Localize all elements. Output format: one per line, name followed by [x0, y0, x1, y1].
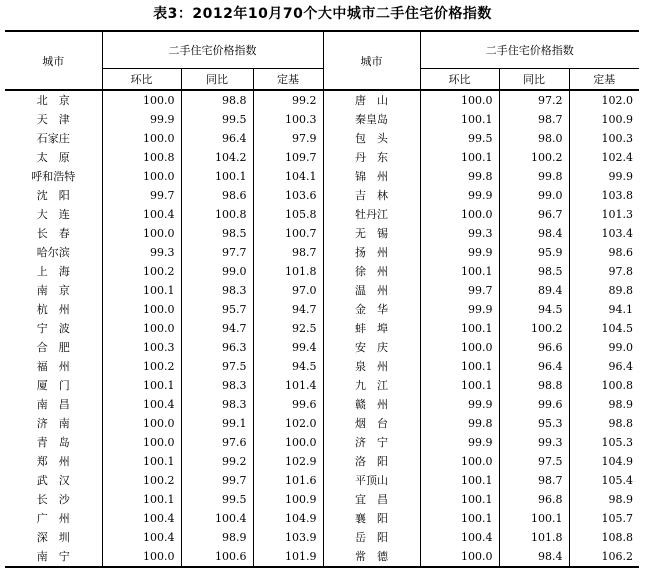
base-value-right: 96.4 — [569, 357, 639, 376]
mom-value-left: 100.4 — [102, 395, 181, 414]
city-name-right: 无 锡 — [323, 224, 420, 243]
mom-value-left: 100.0 — [102, 129, 181, 148]
city-name-left: 沈 阳 — [36, 189, 70, 202]
city-name-right: 扬 州 — [323, 243, 420, 262]
mom-value-right: 100.1 — [420, 490, 499, 509]
city-name-right: 九 江 — [323, 376, 420, 395]
mom-value-right: 99.3 — [420, 224, 499, 243]
base-value-right: 98.9 — [569, 490, 639, 509]
table-row — [5, 110, 639, 129]
base-value-right: 105.7 — [569, 509, 639, 528]
table-row — [5, 300, 639, 319]
city-name-right: 包 头 — [323, 129, 420, 148]
mom-value-right: 100.0 — [420, 90, 499, 110]
city-header-left: 城市 — [5, 31, 102, 90]
mom-value-right: 100.1 — [420, 509, 499, 528]
mom-header-left: 环比 — [102, 69, 181, 91]
mom-value-right: 100.1 — [420, 319, 499, 338]
yoy-value-right: 100.2 — [499, 148, 569, 167]
city-name-left: 青 岛 — [36, 436, 70, 449]
city-name-left: 南 昌 — [36, 398, 70, 411]
city-name-left: 长 春 — [36, 227, 70, 240]
yoy-value-left: 100.8 — [181, 205, 253, 224]
mom-value-left: 100.0 — [102, 319, 181, 338]
base-value-left: 101.6 — [253, 471, 323, 490]
city-name-left: 大 连 — [36, 208, 70, 221]
table-row — [5, 547, 639, 567]
yoy-value-right: 99.8 — [499, 167, 569, 186]
base-value-left: 109.7 — [253, 148, 323, 167]
yoy-value-left: 100.1 — [181, 167, 253, 186]
city-name-right: 赣 州 — [323, 395, 420, 414]
mom-value-right: 100.1 — [420, 262, 499, 281]
yoy-value-right: 96.4 — [499, 357, 569, 376]
city-name-left: 上 海 — [36, 265, 70, 278]
yoy-value-right: 94.5 — [499, 300, 569, 319]
mom-value-right: 99.9 — [420, 395, 499, 414]
base-value-right: 99.9 — [569, 167, 639, 186]
base-value-right: 97.8 — [569, 262, 639, 281]
city-name-right: 徐 州 — [323, 262, 420, 281]
table-row — [5, 414, 639, 433]
base-value-right: 103.4 — [569, 224, 639, 243]
base-value-left: 100.3 — [253, 110, 323, 129]
city-name-right: 安 庆 — [323, 338, 420, 357]
city-name-left: 福 州 — [36, 360, 70, 373]
yoy-value-right: 96.8 — [499, 490, 569, 509]
mom-value-left: 100.1 — [102, 452, 181, 471]
table-row — [5, 205, 639, 224]
city-name-right: 秦皇岛 — [323, 110, 420, 129]
city-name-left: 南 宁 — [5, 547, 102, 567]
mom-value-right: 100.1 — [420, 148, 499, 167]
base-value-left: 104.1 — [253, 167, 323, 186]
city-name-right: 济 宁 — [323, 433, 420, 452]
yoy-value-right: 97.2 — [499, 90, 569, 110]
yoy-value-right: 98.7 — [499, 471, 569, 490]
city-name-left: 天 津 — [36, 113, 70, 126]
mom-value-right: 100.0 — [420, 205, 499, 224]
base-value-right: 101.3 — [569, 205, 639, 224]
mom-value-left: 100.8 — [102, 148, 181, 167]
mom-value-left: 100.1 — [102, 490, 181, 509]
base-value-right: 98.6 — [569, 243, 639, 262]
city-name-left: 武 汉 — [36, 474, 70, 487]
city-name-right: 唐 山 — [323, 90, 420, 110]
base-value-right: 103.8 — [569, 186, 639, 205]
mom-value-right: 100.4 — [420, 528, 499, 547]
yoy-value-left: 94.7 — [181, 319, 253, 338]
city-name-right: 锦 州 — [323, 167, 420, 186]
yoy-value-left: 98.6 — [181, 186, 253, 205]
yoy-value-left: 95.7 — [181, 300, 253, 319]
mom-value-left: 100.3 — [102, 338, 181, 357]
mom-value-right: 99.7 — [420, 281, 499, 300]
city-name-right: 襄 阳 — [323, 509, 420, 528]
city-name-left: 杭 州 — [36, 303, 70, 316]
yoy-value-left: 99.5 — [181, 490, 253, 509]
yoy-value-right: 95.9 — [499, 243, 569, 262]
yoy-value-left: 99.1 — [181, 414, 253, 433]
mom-value-left: 100.1 — [102, 376, 181, 395]
mom-value-left: 100.4 — [102, 528, 181, 547]
table-row — [5, 90, 639, 110]
city-name-right: 平顶山 — [323, 471, 420, 490]
base-value-left: 101.4 — [253, 376, 323, 395]
table-row — [5, 148, 639, 167]
city-name-left: 宁 波 — [36, 322, 70, 335]
mom-value-left: 100.2 — [102, 262, 181, 281]
base-value-right: 99.0 — [569, 338, 639, 357]
yoy-value-right: 99.0 — [499, 186, 569, 205]
base-value-left: 101.9 — [253, 547, 323, 567]
yoy-value-left: 97.6 — [181, 433, 253, 452]
mom-value-left: 100.0 — [102, 547, 181, 567]
yoy-value-right: 98.5 — [499, 262, 569, 281]
base-value-right: 108.8 — [569, 528, 639, 547]
base-value-right: 105.4 — [569, 471, 639, 490]
base-header-left: 定基 — [253, 69, 323, 91]
table-row — [5, 186, 639, 205]
mom-value-left: 100.2 — [102, 471, 181, 490]
base-value-left: 94.7 — [253, 300, 323, 319]
city-name-left: 深 圳 — [36, 531, 70, 544]
base-value-right: 105.3 — [569, 433, 639, 452]
yoy-value-left: 104.2 — [181, 148, 253, 167]
mom-value-right: 99.9 — [420, 243, 499, 262]
mom-value-left: 99.9 — [102, 110, 181, 129]
city-name-left: 济 南 — [36, 417, 70, 430]
base-value-left: 102.0 — [253, 414, 323, 433]
base-value-right: 100.3 — [569, 129, 639, 148]
base-value-left: 99.6 — [253, 395, 323, 414]
table-title: 表3：2012年10月70个大中城市二手住宅价格指数 — [153, 6, 492, 22]
base-header-right: 定基 — [569, 69, 639, 91]
yoy-value-right: 89.4 — [499, 281, 569, 300]
mom-value-right: 99.8 — [420, 414, 499, 433]
base-value-left: 92.5 — [253, 319, 323, 338]
mom-value-left: 100.2 — [102, 357, 181, 376]
yoy-value-left: 99.0 — [181, 262, 253, 281]
city-name-right: 宜 昌 — [323, 490, 420, 509]
table-row — [5, 281, 639, 300]
table-row — [5, 129, 639, 148]
yoy-value-right: 96.7 — [499, 205, 569, 224]
yoy-value-left: 99.7 — [181, 471, 253, 490]
base-value-left: 99.4 — [253, 338, 323, 357]
mom-value-left: 100.0 — [102, 433, 181, 452]
base-value-left: 97.0 — [253, 281, 323, 300]
yoy-value-right: 98.8 — [499, 376, 569, 395]
mom-value-left: 100.0 — [102, 414, 181, 433]
base-value-left: 94.5 — [253, 357, 323, 376]
price-index-table — [5, 30, 639, 568]
table-row — [5, 243, 639, 262]
yoy-value-right: 98.0 — [499, 129, 569, 148]
table-row — [5, 319, 639, 338]
yoy-value-right: 98.7 — [499, 110, 569, 129]
mom-value-right: 100.0 — [420, 452, 499, 471]
base-value-right: 100.9 — [569, 110, 639, 129]
table-row — [5, 395, 639, 414]
city-name-left: 郑 州 — [36, 455, 70, 468]
base-value-right: 102.0 — [569, 90, 639, 110]
city-name-left: 厦 门 — [36, 379, 70, 392]
mom-value-right: 99.8 — [420, 167, 499, 186]
mom-value-left: 100.1 — [102, 281, 181, 300]
mom-value-left: 100.0 — [102, 300, 181, 319]
city-name-right: 泉 州 — [323, 357, 420, 376]
base-value-left: 102.9 — [253, 452, 323, 471]
base-value-right: 104.5 — [569, 319, 639, 338]
table-row — [5, 452, 639, 471]
mom-value-right: 100.1 — [420, 357, 499, 376]
city-name-right: 岳 阳 — [323, 528, 420, 547]
yoy-value-left: 100.4 — [181, 509, 253, 528]
mom-header-right: 环比 — [420, 69, 499, 91]
base-value-left: 97.9 — [253, 129, 323, 148]
city-name-right: 常 德 — [323, 547, 420, 567]
yoy-value-left: 96.3 — [181, 338, 253, 357]
city-name-left: 南 京 — [36, 284, 70, 297]
mom-value-right: 100.1 — [420, 110, 499, 129]
city-name-right: 丹 东 — [323, 148, 420, 167]
yoy-value-right: 101.8 — [499, 528, 569, 547]
yoy-value-right: 98.4 — [499, 547, 569, 567]
table-body — [5, 90, 639, 567]
city-name-left: 长 沙 — [36, 493, 70, 506]
city-name-left: 呼和浩特 — [31, 170, 76, 183]
table-row — [5, 528, 639, 547]
yoy-value-right: 99.6 — [499, 395, 569, 414]
base-value-right: 89.8 — [569, 281, 639, 300]
yoy-header-left: 同比 — [181, 69, 253, 91]
city-name-left: 哈尔滨 — [36, 246, 70, 259]
index-group-header-right: 二手住宅价格指数 — [420, 31, 639, 69]
city-header-right: 城市 — [323, 31, 420, 90]
mom-value-left: 100.0 — [102, 224, 181, 243]
mom-value-left: 100.0 — [102, 90, 181, 110]
base-value-right: 102.4 — [569, 148, 639, 167]
city-name-right: 蚌 埠 — [323, 319, 420, 338]
yoy-value-right: 100.2 — [499, 319, 569, 338]
base-value-right: 106.2 — [569, 547, 639, 567]
yoy-value-right: 98.4 — [499, 224, 569, 243]
yoy-value-right: 96.6 — [499, 338, 569, 357]
yoy-value-right: 99.3 — [499, 433, 569, 452]
base-value-left: 101.8 — [253, 262, 323, 281]
base-value-left: 99.2 — [253, 90, 323, 110]
yoy-value-left: 96.4 — [181, 129, 253, 148]
mom-value-right: 99.5 — [420, 129, 499, 148]
mom-value-right: 99.9 — [420, 300, 499, 319]
mom-value-left: 99.7 — [102, 186, 181, 205]
mom-value-right: 100.0 — [420, 547, 499, 567]
yoy-value-left: 98.5 — [181, 224, 253, 243]
city-name-right: 牡丹江 — [323, 205, 420, 224]
mom-value-left: 100.4 — [102, 205, 181, 224]
table-row — [5, 167, 639, 186]
base-value-left: 100.0 — [253, 433, 323, 452]
city-name-left: 合 肥 — [36, 341, 70, 354]
yoy-header-right: 同比 — [499, 69, 569, 91]
table-row — [5, 490, 639, 509]
yoy-value-left: 97.5 — [181, 357, 253, 376]
base-value-right: 94.1 — [569, 300, 639, 319]
city-name-left: 太 原 — [36, 151, 70, 164]
base-value-left: 105.8 — [253, 205, 323, 224]
index-group-header-left: 二手住宅价格指数 — [102, 31, 323, 69]
table-row — [5, 224, 639, 243]
yoy-value-left: 99.2 — [181, 452, 253, 471]
yoy-value-right: 95.3 — [499, 414, 569, 433]
city-name-right: 烟 台 — [323, 414, 420, 433]
table-row — [5, 471, 639, 490]
yoy-value-right: 100.1 — [499, 509, 569, 528]
city-name-left: 广 州 — [36, 512, 70, 525]
base-value-left: 103.9 — [253, 528, 323, 547]
table-row — [5, 376, 639, 395]
mom-value-right: 100.0 — [420, 338, 499, 357]
base-value-left: 100.9 — [253, 490, 323, 509]
mom-value-right: 99.9 — [420, 186, 499, 205]
city-name-right: 温 州 — [323, 281, 420, 300]
mom-value-right: 100.1 — [420, 471, 499, 490]
city-name-left: 北 京 — [36, 94, 70, 107]
base-value-right: 100.8 — [569, 376, 639, 395]
yoy-value-left: 98.3 — [181, 376, 253, 395]
city-name-left: 石家庄 — [36, 132, 70, 145]
yoy-value-left: 99.5 — [181, 110, 253, 129]
table-row — [5, 433, 639, 452]
base-value-right: 104.9 — [569, 452, 639, 471]
table-row — [5, 262, 639, 281]
yoy-value-left: 98.3 — [181, 281, 253, 300]
city-name-right: 金 华 — [323, 300, 420, 319]
mom-value-right: 99.9 — [420, 433, 499, 452]
mom-value-right: 100.1 — [420, 376, 499, 395]
yoy-value-right: 97.5 — [499, 452, 569, 471]
base-value-left: 98.7 — [253, 243, 323, 262]
yoy-value-left: 100.6 — [181, 547, 253, 567]
base-value-left: 103.6 — [253, 186, 323, 205]
mom-value-left: 100.4 — [102, 509, 181, 528]
city-name-right: 吉 林 — [323, 186, 420, 205]
base-value-right: 98.8 — [569, 414, 639, 433]
city-name-right: 洛 阳 — [323, 452, 420, 471]
table-row — [5, 357, 639, 376]
yoy-value-left: 97.7 — [181, 243, 253, 262]
yoy-value-left: 98.8 — [181, 90, 253, 110]
table-row — [5, 509, 639, 528]
base-value-left: 100.7 — [253, 224, 323, 243]
mom-value-left: 100.0 — [102, 167, 181, 186]
mom-value-left: 99.3 — [102, 243, 181, 262]
table-row — [5, 338, 639, 357]
base-value-right: 98.9 — [569, 395, 639, 414]
yoy-value-left: 98.9 — [181, 528, 253, 547]
yoy-value-left: 98.3 — [181, 395, 253, 414]
base-value-left: 104.9 — [253, 509, 323, 528]
